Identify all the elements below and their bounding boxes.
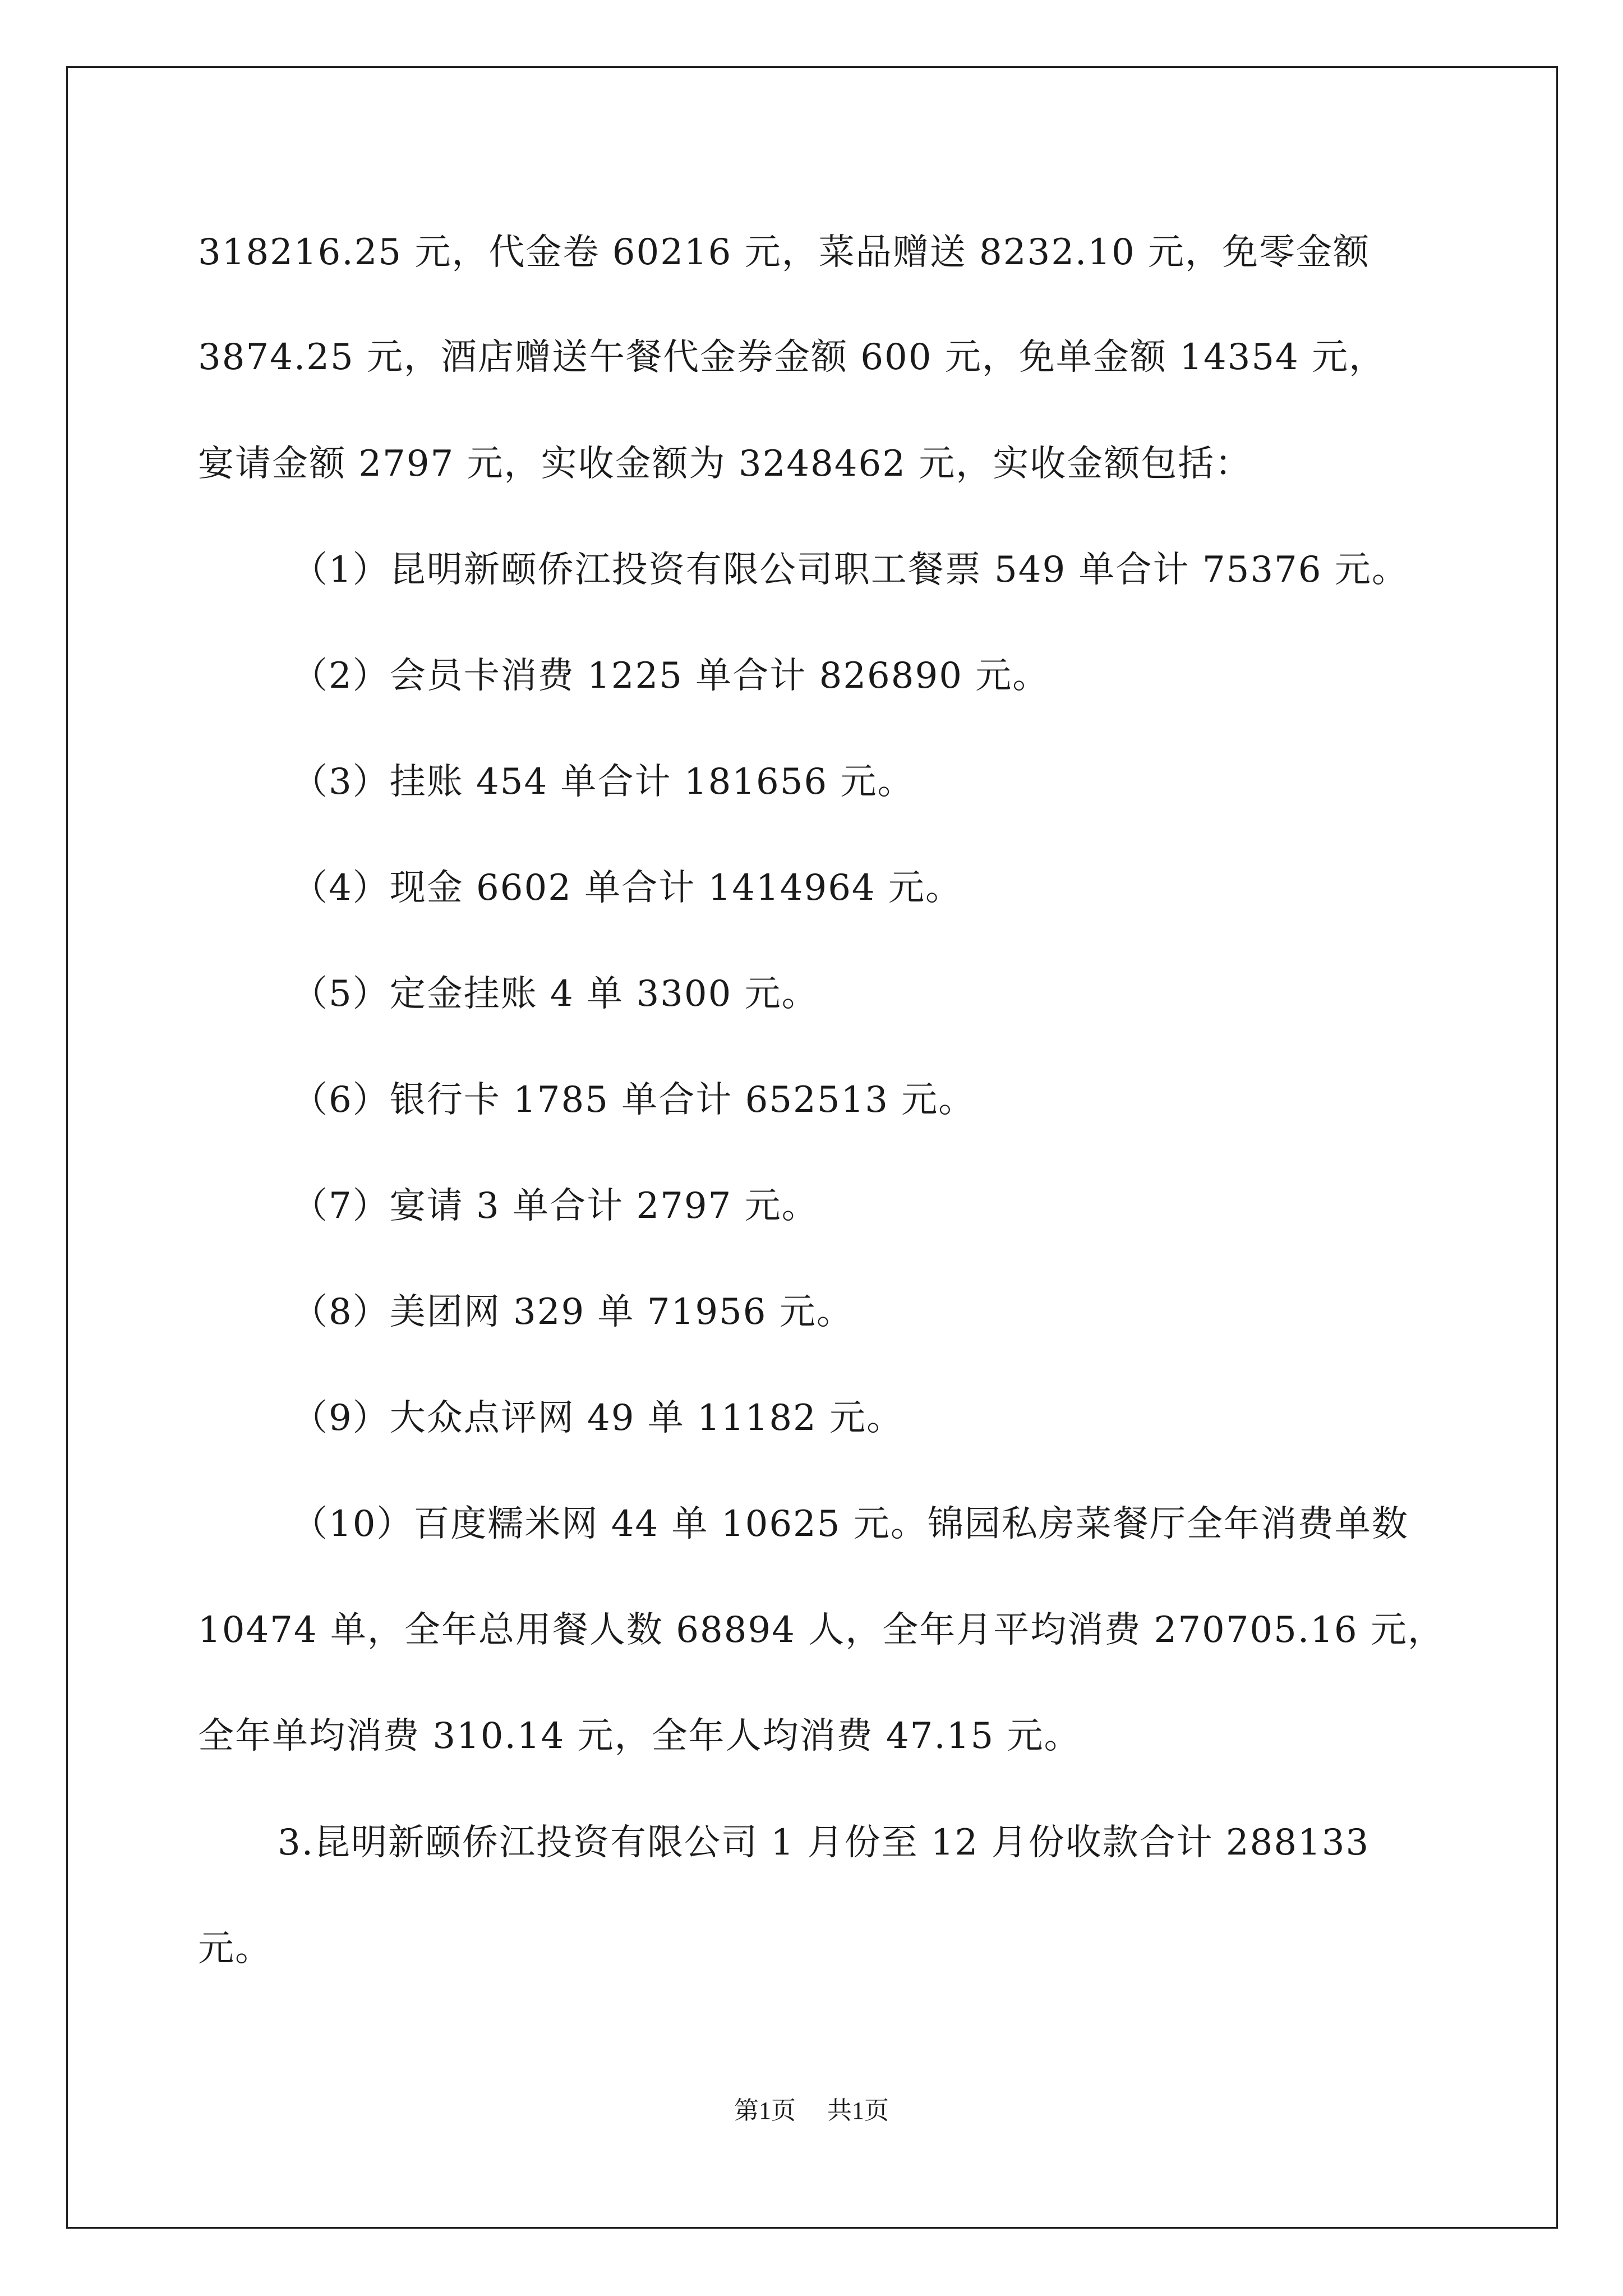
- text-line-11: （8）美团网 329 单 71956 元。: [292, 1291, 854, 1333]
- text-line-7: （4）现金 6602 单合计 1414964 元。: [292, 867, 962, 909]
- page-number: 第1页: [734, 2097, 796, 2124]
- page-footer: [0, 2095, 1623, 2127]
- text-line-14: 10474 单，全年总用餐人数 68894 人，全年月平均消费 270705.16 元，: [198, 1609, 1445, 1651]
- text-line-17: 元。: [198, 1928, 272, 1970]
- text-line-12: （9）大众点评网 49 单 11182 元。: [292, 1397, 904, 1439]
- text-line-5: （2）会员卡消费 1225 单合计 826890 元。: [292, 655, 1050, 697]
- text-line-4: （1）昆明新颐侨江投资有限公司职工餐票 549 单合计 75376 元。: [292, 549, 1409, 591]
- text-line-3: 宴请金额 2797 元，实收金额为 3248462 元，实收金额包括：: [198, 443, 1252, 485]
- text-line-1: 318216.25 元，代金卷 60216 元，菜品赠送 8232.10 元，免零金额: [198, 232, 1371, 273]
- text-line-9: （6）银行卡 1785 单合计 652513 元。: [292, 1079, 976, 1121]
- text-line-13: （10）百度糯米网 44 单 10625 元。锦园私房菜餐厅全年消费单数: [292, 1503, 1409, 1545]
- text-line-16: 3.昆明新颐侨江投资有限公司 1 月份至 12 月份收款合计 288133: [278, 1822, 1370, 1864]
- page-total: 共1页: [827, 2097, 889, 2124]
- text-line-15: 全年单均消费 310.14 元，全年人均消费 47.15 元。: [198, 1715, 1081, 1757]
- text-line-6: （3）挂账 454 单合计 181656 元。: [292, 761, 915, 803]
- page-border: [66, 66, 1558, 2229]
- text-line-8: （5）定金挂账 4 单 3300 元。: [292, 973, 819, 1015]
- text-line-10: （7）宴请 3 单合计 2797 元。: [292, 1185, 819, 1227]
- text-line-2: 3874.25 元，酒店赠送午餐代金券金额 600 元，免单金额 14354 元，: [198, 337, 1386, 378]
